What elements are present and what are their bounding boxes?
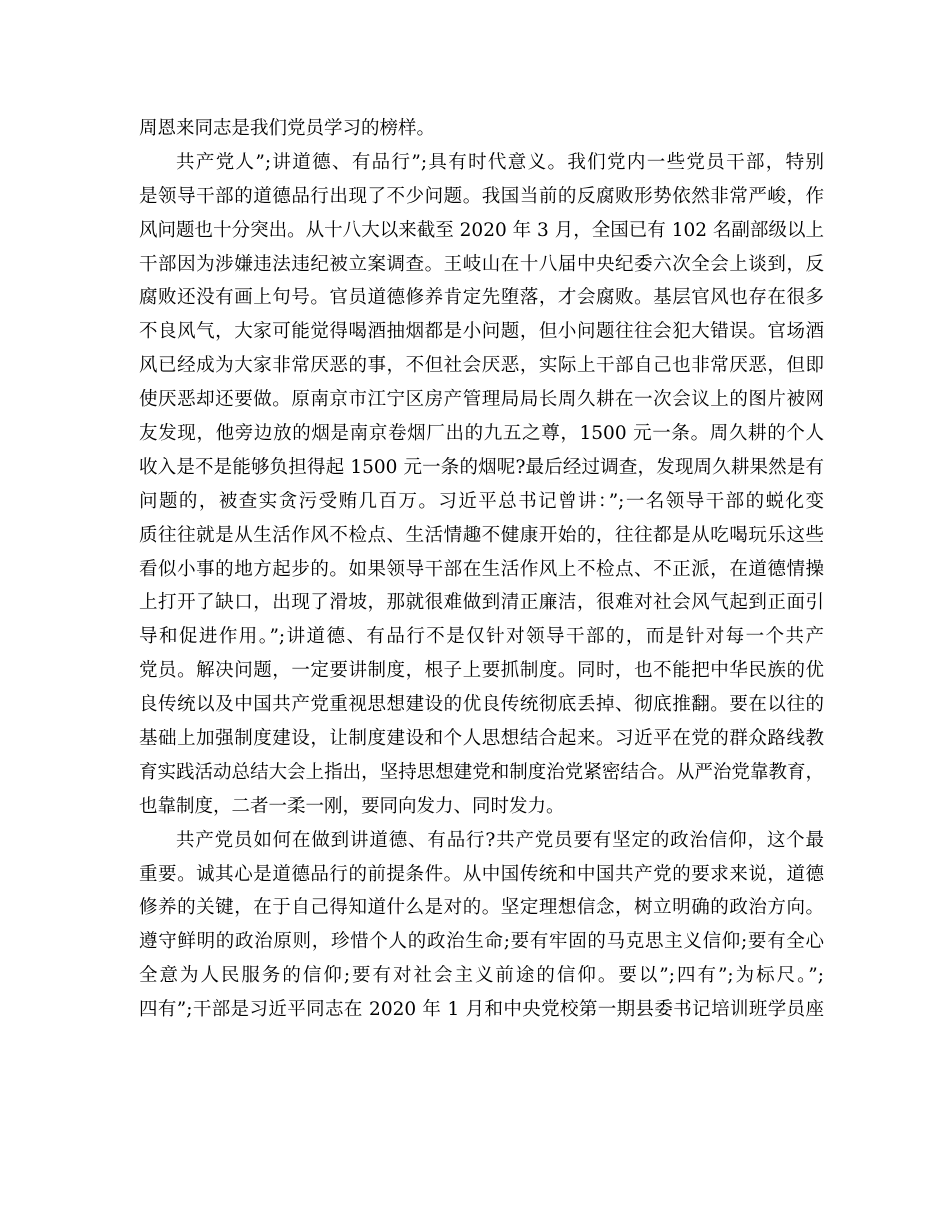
text-line: 问题的，被查实贪污受贿几百万。习近平总书记曾讲：”;一名领导干部的蜕化变 bbox=[139, 490, 824, 512]
text-line: 良传统以及中国共产党重视思想建设的优良传统彻底丢掉、彻底推翻。要在以往的 bbox=[139, 694, 824, 716]
text-line: 是领导干部的道德品行出现了不少问题。我国当前的反腐败形势依然非常严峻，作 bbox=[139, 185, 824, 207]
text-line: 导和促进作用。”;讲道德、有品行不是仅针对领导干部的，而是针对每一个共产 bbox=[139, 626, 824, 648]
text-line: 共产党人”;讲道德、有品行”;具有时代意义。我们党内一些党员干部，特别 bbox=[176, 151, 824, 173]
text-line: 友发现，他旁边放的烟是南京卷烟厂出的九五之尊，1500 元一条。周久耕的个人 bbox=[139, 423, 824, 445]
text-line: 党员。解决问题，一定要讲制度，根子上要抓制度。同时，也不能把中华民族的优 bbox=[139, 660, 824, 682]
text-line: 上打开了缺口，出现了滑坡，那就很难做到清正廉洁，很难对社会风气起到正面引 bbox=[139, 592, 824, 614]
text-line: 育实践活动总结大会上指出，坚持思想建党和制度治党紧密结合。从严治党靠教育， bbox=[139, 761, 824, 783]
text-line: 看似小事的地方起步的。如果领导干部在生活作风上不检点、不正派，在道德情操 bbox=[139, 558, 824, 580]
text-line: 风问题也十分突出。从十八大以来截至 2020 年 3 月，全国已有 102 名副部级以上 bbox=[139, 219, 824, 241]
text-line: 基础上加强制度建设，让制度建设和个人思想结合起来。习近平在党的群众路线教 bbox=[139, 728, 824, 750]
text-line: 使厌恶却还要做。原南京市江宁区房产管理局局长周久耕在一次会议上的图片被网 bbox=[139, 389, 824, 411]
text-line: 收入是不是能够负担得起 1500 元一条的烟呢?最后经过调查，发现周久耕果然是有 bbox=[139, 456, 824, 478]
text-line: 风已经成为大家非常厌恶的事，不但社会厌恶，实际上干部自己也非常厌恶，但即 bbox=[139, 355, 824, 377]
text-line: 共产党员如何在做到讲道德、有品行?共产党员要有坚定的政治信仰，这个最 bbox=[176, 829, 824, 851]
text-line: 腐败还没有画上句号。官员道德修养肯定先堕落，才会腐败。基层官风也存在很多 bbox=[139, 287, 824, 309]
text-line: 四有”;干部是习近平同志在 2020 年 1 月和中央党校第一期县委书记培训班学员座 bbox=[139, 999, 824, 1021]
text-line: 遵守鲜明的政治原则，珍惜个人的政治生命;要有牢固的马克思主义信仰;要有全心 bbox=[139, 931, 824, 953]
text-line: 重要。诚其心是道德品行的前提条件。从中国传统和中国共产党的要求来说，道德 bbox=[139, 863, 824, 885]
text-line: 干部因为涉嫌违法违纪被立案调查。王岐山在十八届中央纪委六次全会上谈到，反 bbox=[139, 253, 824, 275]
text-line: 也靠制度，二者一柔一刚，要同向发力、同时发力。 bbox=[139, 795, 565, 817]
text-line: 全意为人民服务的信仰;要有对社会主义前途的信仰。要以”;四有”;为标尺。”; bbox=[139, 965, 824, 987]
text-line: 不良风气，大家可能觉得喝酒抽烟都是小问题，但小问题往往会犯大错误。官场酒 bbox=[139, 321, 824, 343]
document-body bbox=[139, 112, 824, 1027]
text-line: 周恩来同志是我们党员学习的榜样。 bbox=[139, 118, 436, 139]
text-line: 修养的关键，在于自己得知道什么是对的。坚定理想信念，树立明确的政治方向。 bbox=[139, 897, 824, 919]
text-line: 质往往就是从生活作风不检点、生活情趣不健康开始的，往往都是从吃喝玩乐这些 bbox=[139, 524, 824, 546]
